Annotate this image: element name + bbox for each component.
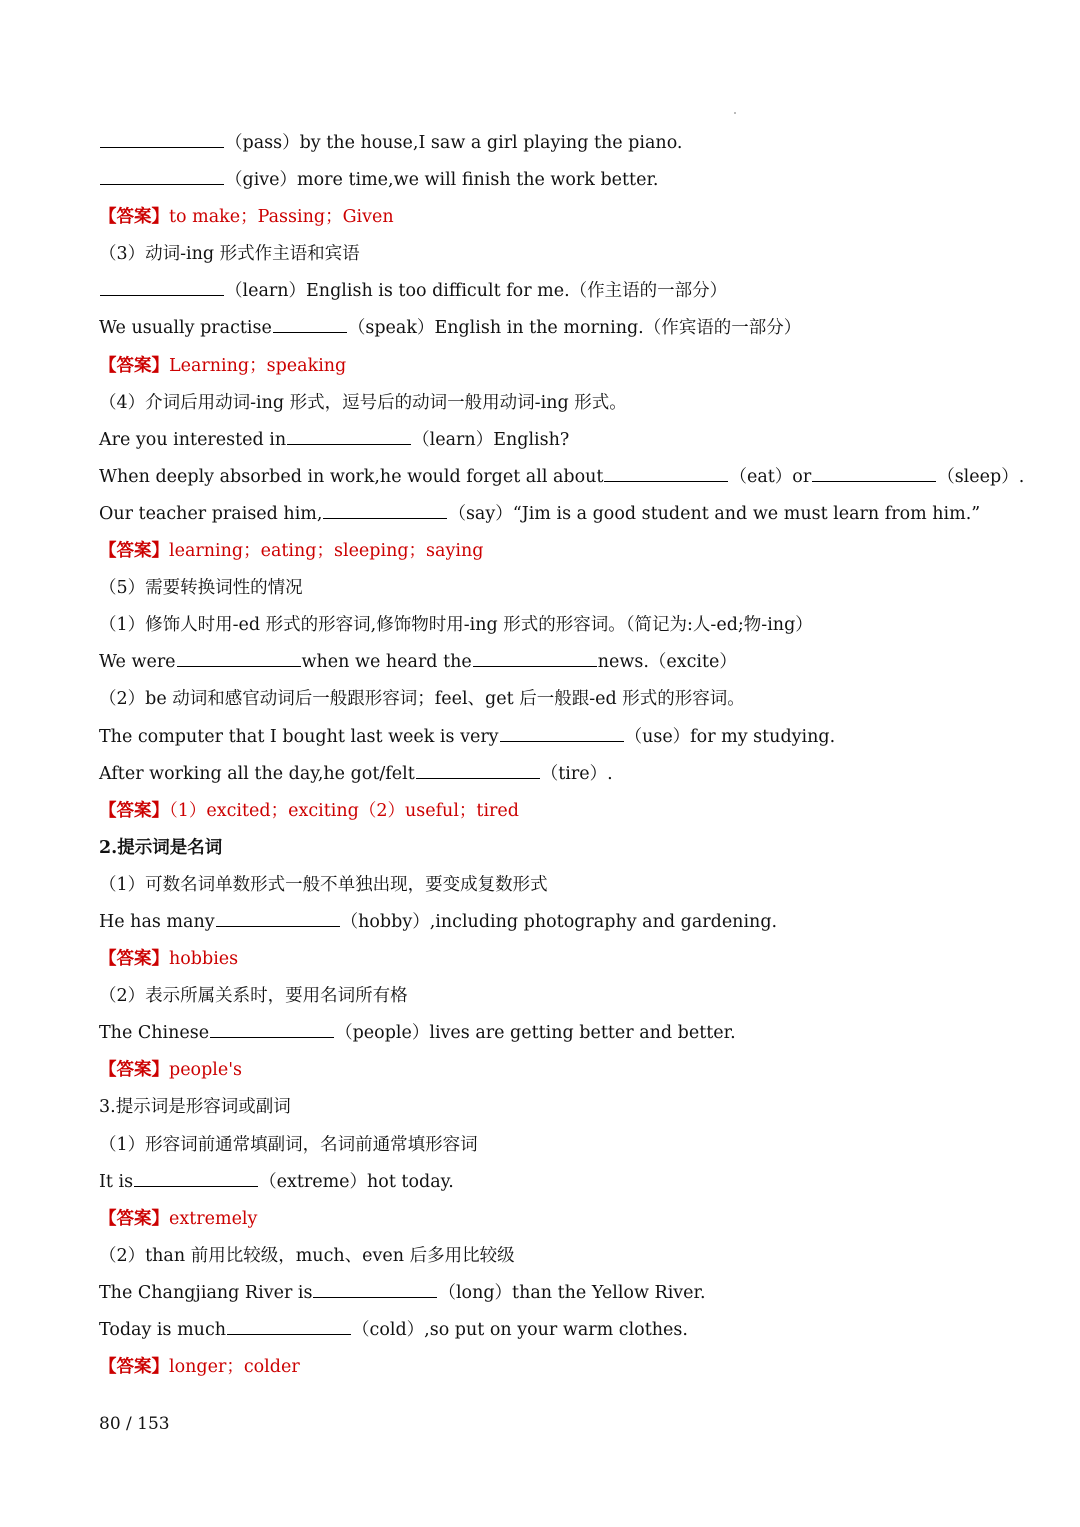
answer-label: 【答案】 (99, 949, 169, 970)
rule-line: （1）可数名词单数形式一般不单独出现，要变成复数形式 (99, 874, 548, 895)
answer-text: learning；eating；sleeping；saying (169, 541, 484, 562)
exercise-line: Today is much （cold）,so put on your warm clothes. (99, 1312, 999, 1349)
exercise-line: Are you interested in （learn）English? (99, 422, 999, 459)
answer-blank[interactable] (210, 1019, 334, 1038)
answer-blank[interactable] (604, 463, 728, 482)
exercise-line: （learn）English is too difficult for me.（作主语的一部分） (99, 273, 999, 310)
answer-blank[interactable] (216, 908, 340, 927)
answer-text: Learning；speaking (169, 355, 347, 376)
answer-blank[interactable] (100, 166, 224, 185)
answer-label: 【答案】 (99, 207, 169, 228)
answer-blank[interactable] (273, 314, 347, 333)
answer-line (99, 533, 999, 570)
answer-text: people's (169, 1060, 243, 1081)
answer-blank[interactable] (134, 1168, 258, 1187)
exercise-line: We were when we heard the news.（excite） (99, 644, 999, 681)
answer-blank[interactable] (812, 463, 936, 482)
content-lines (99, 125, 1025, 1386)
answer-label: 【答案】 (99, 1357, 169, 1378)
answer-label: 【答案】 (99, 800, 169, 821)
exercise-line: The computer that I bought last week is very （use）for my studying. (99, 719, 999, 756)
exercise-line: The Chinese （people）lives are getting better and better. (99, 1015, 999, 1052)
answer-line (99, 348, 999, 385)
answer-label: 【答案】 (99, 1060, 169, 1081)
exercise-line: （give）more time,we will finish the work better. (99, 162, 999, 199)
exercise-line: When deeply absorbed in work,he would forget all about （eat）or （sleep）. (99, 459, 999, 496)
page-number: 80 / 153 (99, 1414, 170, 1434)
exercise-line: It is （extreme）hot today. (99, 1164, 999, 1201)
rule-line: （4）介词后用动词-ing 形式，逗号后的动词一般用动词-ing 形式。 (99, 392, 627, 413)
answer-blank[interactable] (473, 648, 597, 667)
answer-blank[interactable] (500, 723, 624, 742)
answer-text: extremely (169, 1208, 258, 1229)
answer-label: 【答案】 (99, 1208, 169, 1229)
rule-line: （1）修饰人时用-ed 形式的形容词,修饰物时用-ing 形式的形容词。（简记为:人-ed;物-ing） (99, 615, 813, 636)
rule-line: （2）be 动词和感官动词后一般跟形容词；feel、get 后一般跟-ed 形式的形容词。 (99, 689, 745, 710)
answer-blank[interactable] (177, 648, 301, 667)
rule-line: （1）形容词前通常填副词，名词前通常填形容词 (99, 1134, 478, 1155)
answer-label: 【答案】 (99, 541, 169, 562)
answer-blank[interactable] (227, 1316, 351, 1335)
answer-text: （1）excited；exciting（2）useful；tired (169, 800, 519, 821)
answer-text: longer；colder (169, 1357, 300, 1378)
answer-line (99, 793, 999, 830)
section-heading: 2.提示词是名词 (99, 837, 223, 858)
speck (734, 112, 736, 114)
answer-line (99, 1052, 999, 1089)
answer-text: hobbies (169, 949, 239, 970)
answer-blank[interactable] (100, 277, 224, 296)
rule-line: （3）动词-ing 形式作主语和宾语 (99, 244, 360, 265)
answer-line (99, 941, 999, 978)
answer-blank[interactable] (313, 1279, 437, 1298)
exercise-line: （pass）by the house,I saw a girl playing the piano. (99, 125, 999, 162)
rule-line: （2）表示所属关系时，要用名词所有格 (99, 986, 408, 1007)
answer-line (99, 1349, 999, 1386)
answer-label: 【答案】 (99, 355, 169, 376)
exercise-line: The Changjiang River is （long）than the Yellow River. (99, 1275, 999, 1312)
answer-text: to make；Passing；Given (169, 207, 394, 228)
exercise-line: We usually practise （speak）English in the morning.（作宾语的一部分） (99, 310, 999, 347)
section-heading: 3.提示词是形容词或副词 (99, 1097, 291, 1118)
exercise-line: Our teacher praised him, （say）“Jim is a good student and we must learn from him.” (99, 496, 999, 533)
rule-line: （5）需要转换词性的情况 (99, 578, 303, 599)
exercise-line: He has many （hobby）,including photography and gardening. (99, 904, 999, 941)
answer-blank[interactable] (287, 426, 411, 445)
rule-line: （2）than 前用比较级，much、even 后多用比较级 (99, 1245, 515, 1266)
answer-blank[interactable] (323, 500, 447, 519)
answer-blank[interactable] (416, 760, 540, 779)
answer-line (99, 1201, 999, 1238)
answer-line (99, 199, 999, 236)
answer-blank[interactable] (100, 129, 224, 148)
exercise-line: After working all the day,he got/felt （tire）. (99, 756, 999, 793)
